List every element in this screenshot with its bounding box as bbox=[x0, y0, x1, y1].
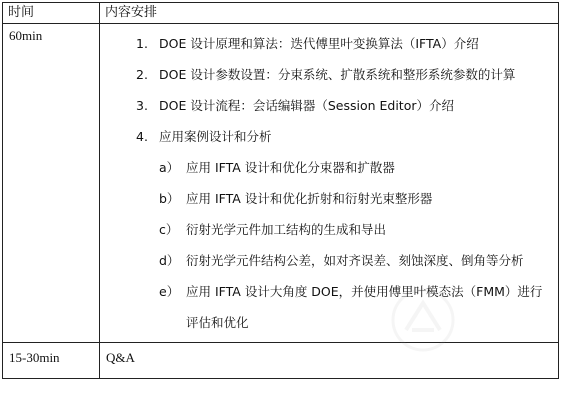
agenda-item-number: 4. bbox=[136, 129, 148, 144]
agenda-subitem bbox=[100, 276, 554, 338]
agenda-list bbox=[100, 24, 558, 342]
row-content bbox=[100, 24, 559, 343]
agenda-subitem-marker: c） bbox=[159, 222, 179, 237]
agenda-item bbox=[100, 59, 554, 90]
table-row bbox=[3, 343, 559, 379]
agenda-item-number: 1. bbox=[136, 36, 148, 51]
table-header-row bbox=[3, 3, 559, 24]
agenda-item bbox=[100, 28, 554, 59]
agenda-subitem-marker: a） bbox=[159, 160, 180, 175]
agenda-subitem-marker: b） bbox=[159, 191, 180, 206]
row-time: 60min bbox=[3, 24, 100, 343]
agenda-subitem-text: 应用 IFTA 设计大角度 DOE，并使用傅里叶模态法（FMM）进行评估和优化 bbox=[186, 284, 543, 330]
agenda-subitem-text: 衍射光学元件结构公差，如对齐误差、刻蚀深度、倒角等分析 bbox=[186, 253, 524, 268]
schedule-table bbox=[2, 2, 559, 379]
agenda-item-number: 3. bbox=[136, 98, 148, 113]
agenda-subitem-text: 应用 IFTA 设计和优化分束器和扩散器 bbox=[186, 160, 395, 175]
row-content: Q&A bbox=[100, 343, 559, 379]
agenda-subitem-text: 应用 IFTA 设计和优化折射和衍射光束整形器 bbox=[186, 191, 433, 206]
agenda-subitem-marker: d） bbox=[159, 253, 180, 268]
agenda-subitem bbox=[100, 245, 554, 276]
agenda-subitem-text: 衍射光学元件加工结构的生成和导出 bbox=[186, 222, 387, 237]
agenda-subitem bbox=[100, 183, 554, 214]
table-row bbox=[3, 24, 559, 343]
agenda-item bbox=[100, 121, 554, 152]
agenda-subitem bbox=[100, 214, 554, 245]
header-content: 内容安排 bbox=[100, 3, 559, 24]
agenda-subitem bbox=[100, 152, 554, 183]
row-time: 15-30min bbox=[3, 343, 100, 379]
agenda-item bbox=[100, 90, 554, 121]
agenda-item-text: DOE 设计参数设置：分束系统、扩散系统和整形系统参数的计算 bbox=[159, 67, 516, 82]
agenda-item-text: DOE 设计流程：会话编辑器（Session Editor）介绍 bbox=[159, 98, 454, 113]
agenda-item-text: DOE 设计原理和算法：迭代傅里叶变换算法（IFTA）介绍 bbox=[159, 36, 479, 51]
agenda-subitem-marker: e） bbox=[159, 284, 180, 299]
header-time: 时间 bbox=[3, 3, 100, 24]
agenda-item-text: 应用案例设计和分析 bbox=[159, 129, 272, 144]
agenda-item-number: 2. bbox=[136, 67, 148, 82]
